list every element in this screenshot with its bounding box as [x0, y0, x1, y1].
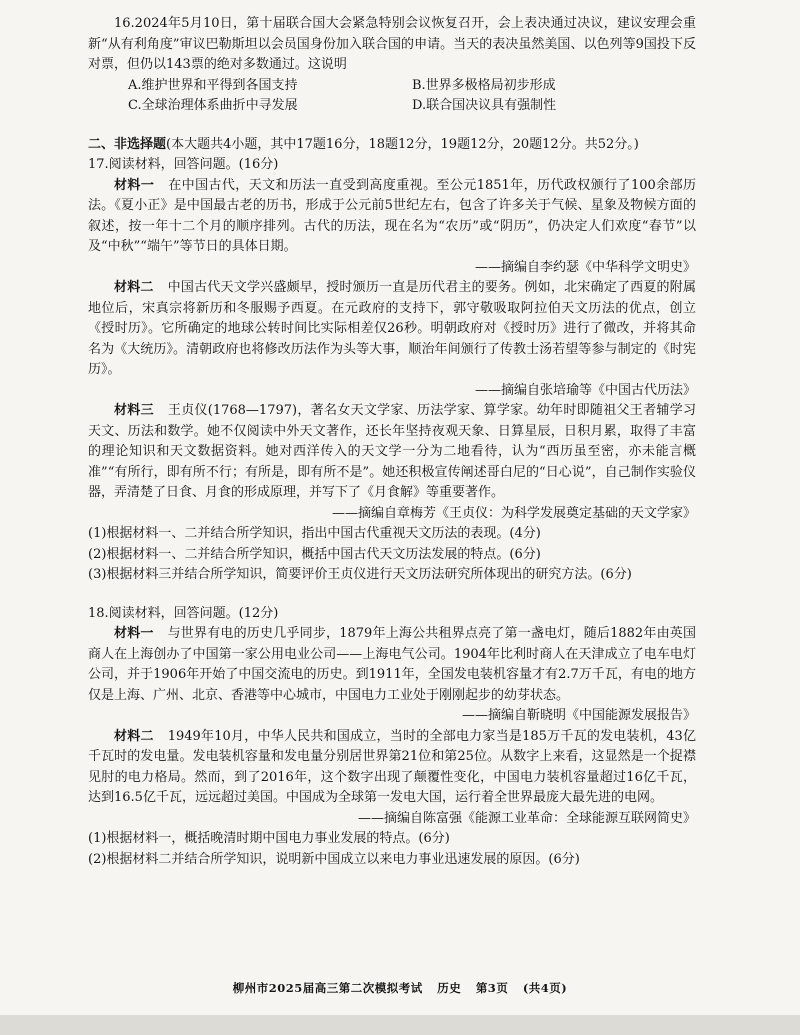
material-label: 材料三 [114, 403, 154, 418]
q16-option-a: A.维护世界和平得到各国支持 [128, 77, 298, 93]
material-label: 材料一 [114, 626, 154, 641]
material-text: 中国古代天文学兴盛颇早，授时颁历一直是历代君主的要务。例如，北宋确定了西夏的附属地位后，宋真宗将新历和冬服赐予西夏。在元政府的支持下，郭守敬吸取阿拉伯天文历法的优点，创立《授时历》。它所确定的地球公转时间比实际相差仅26秒。明朝政府对《授时历》进行了微改，并将其命名为《大统历》。清朝政府也将修改历法作为头等大事，顺治年间颁行了传教士汤若望等参与制定的《时宪历》。 [88, 280, 696, 377]
page-footer [0, 978, 800, 999]
footer-page: 第3页 [475, 981, 509, 995]
q17-heading: 17.阅读材料，回答问题。(16分) [88, 157, 279, 172]
q18-heading: 18.阅读材料，回答问题。(12分) [88, 605, 279, 621]
material-text: 王贞仪(1768—1797)，著名女天文学家、历法学家、算学家。幼年时即随祖父王者辅学习天文、历法和数学。她不仅阅读中外天文著作，还长年坚持夜观天象、日算星辰，日积月累，取得了丰富的理论知识和天文数据资料。她对西洋传入的天文学一分为二地看待，认为“西历虽至密，亦未能言概准”“有所行，即有所不行；有所是，即有所不是”。她还积极宣传阐述哥白尼的“日心说”，自己制作实验仪器，弄清楚了日食、月食的形成原理，并写下了《月食解》等重要著作。 [88, 403, 696, 500]
q18-source-1: ——摘编自靳晓明《中国能源发展报告》 [461, 708, 696, 723]
section-2-title: 二、非选择题 [88, 136, 167, 152]
q17-material-1 [88, 176, 696, 258]
q17-material-3 [88, 401, 696, 504]
question-17 [88, 155, 696, 586]
question-18 [88, 604, 696, 871]
q18-sub-2: (2)根据材料二并结合所学知识，说明新中国成立以来电力事业迅速发展的原因。(6分) [88, 851, 580, 867]
material-label: 材料一 [114, 177, 155, 193]
q17-sub-2: (2)根据材料一、二并结合所学知识，概括中国古代天文历法发展的特点。(6分) [88, 546, 541, 562]
q18-sub-1: (1)根据材料一，概括晚清时期中国电力事业发展的特点。(6分) [88, 831, 450, 846]
q16-stem: 16.2024年5月10日，第十届联合国大会紧急特别会议恢复召开，会上表决通过决议，建议安理会重新“从有利角度”审议巴勒斯坦以会员国身份加入联合国的申请。当天的表决虽然美国、以色列等9国投下反对票，但仍以143票的绝对多数通过。这说明 [88, 16, 696, 72]
footer-subject: 历史 [437, 981, 462, 995]
material-label: 材料二 [114, 280, 154, 295]
q17-source-3: ——摘编自章梅芳《王贞仪：为科学发展奠定基础的天文学家》 [331, 505, 696, 521]
q17-sub-3: (3)根据材料三并结合所学知识，简要评价王贞仪进行天文历法研究所体现出的研究方法。(6分) [88, 567, 632, 582]
q16-option-c: C.全球治理体系曲折中寻发展 [128, 98, 298, 113]
q18-material-2 [88, 727, 696, 809]
section-2-desc: (本大题共4小题，其中17题16分，18题12分，19题12分，20题12分。共52分。) [166, 136, 639, 152]
material-text: 与世界有电的历史几乎同步，1879年上海公共租界点亮了第一盏电灯，随后1882年由英国商人在上海创办了中国第一家公用电业公司——上海电气公司。1904年比利时商人在天津成立了电车电灯公司，并于1906年开始了中国交流电的历史。到1911年，全国发电装机容量才有2.7万千瓦，有电的地方仅是上海、广州、北京、香港等中心城市，中国电力工业处于刚刚起步的幼芽状态。 [88, 626, 696, 703]
q17-source-2: ——摘编自张培瑜等《中国古代历法》 [474, 382, 696, 398]
q18-material-1 [88, 624, 696, 706]
question-16 [88, 14, 696, 117]
q17-material-2 [88, 278, 696, 381]
scan-edge [0, 1015, 800, 1035]
q18-source-2: ——摘编自陈富强《能源工业革命：全球能源互联网简史》 [357, 810, 696, 826]
q17-source-1: ——摘编自李约瑟《中华科学文明史》 [474, 259, 696, 275]
q16-options [88, 76, 696, 117]
q17-sub-1: (1)根据材料一、二并结合所学知识，指出中国古代重视天文历法的表现。(4分) [88, 526, 541, 541]
material-text: 1949年10月，中华人民共和国成立，当时的全部电力家当是185万千瓦的发电装机，43亿千瓦时的发电量。发电装机容量和发电量分别居世界第21位和第25位。从数字上来看，这显然是一个捉襟见肘的电力格局。然而，到了2016年，这个数字出现了颠覆性变化，中国电力装机容量超过16亿千瓦，达到16.5亿千瓦，远远超过美国。中国成为全球第一发电大国，运行着全世界最庞大最先进的电网。 [88, 728, 696, 805]
footer-total: (共4页) [522, 981, 568, 995]
q16-option-b: B.世界多极格局初步形成 [412, 77, 556, 93]
material-text: 在中国古代，天文和历法一直受到高度重视。至公元1851年，历代政权颁行了100余部历法。《夏小正》是中国最古老的历书，形成于公元前5世纪左右，包含了许多关于气候、星象及物候方面的叙述，按一年十二个月的顺序排列。古代的历法，现在名为“农历”或“阴历”，仍决定人们欢度“春节”以及“中秋”“端午”等节日的具体日期。 [88, 177, 696, 254]
q16-option-d: D.联合国决议具有强制性 [412, 98, 557, 113]
material-label: 材料二 [114, 728, 154, 744]
footer-exam: 柳州市2025届高三第二次模拟考试 [232, 981, 423, 995]
section-2-header [88, 135, 696, 156]
